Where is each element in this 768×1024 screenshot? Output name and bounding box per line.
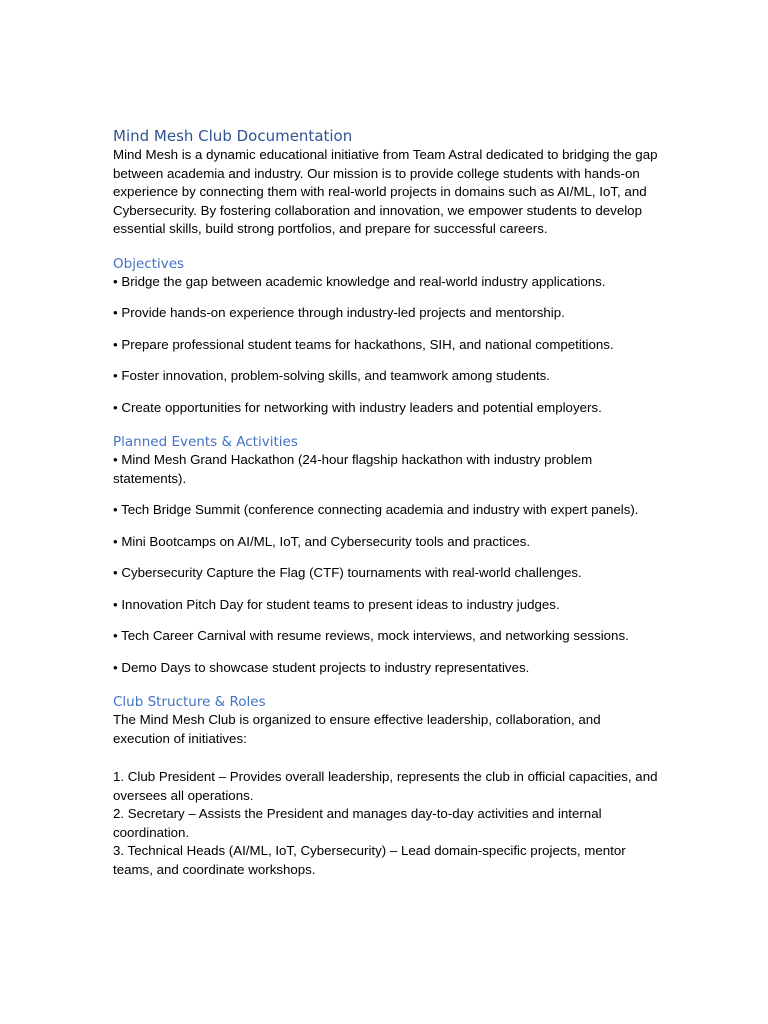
role-item: 2. Secretary – Assists the President and manages day-to-day activities and internal coordination. <box>113 806 602 840</box>
objectives-section <box>113 255 658 418</box>
events-list <box>113 451 658 677</box>
role-item: 3. Technical Heads (AI/ML, IoT, Cybersecurity) – Lead domain-specific projects, mentor teams, and coordinate workshops. <box>113 843 626 877</box>
events-heading: Planned Events & Activities <box>113 434 298 450</box>
structure-section <box>113 693 658 879</box>
event-item: • Cybersecurity Capture the Flag (CTF) tournaments with real-world challenges. <box>113 565 582 580</box>
event-item: • Mini Bootcamps on AI/ML, IoT, and Cybersecurity tools and practices. <box>113 533 531 549</box>
objectives-heading: Objectives <box>113 255 185 272</box>
event-item: • Tech Bridge Summit (conference connecting academia and industry with expert panels). <box>113 502 639 517</box>
objective-item: • Provide hands-on experience through industry-led projects and mentorship. <box>113 305 565 320</box>
event-item: • Innovation Pitch Day for student teams to present ideas to industry judges. <box>113 596 560 612</box>
document-title: Mind Mesh Club Documentation <box>113 127 353 145</box>
intro-paragraph: Mind Mesh is a dynamic educational initiative from Team Astral dedicated to bridging the gap between academia and industry. Our mission is to provide college students with hands-on experience by connecting them with real-world projects in domains such as AI/ML, IoT, and Cybersecurity. By fostering collaboration and innovation, we empower students to develop essential skills, build strong portfolios, and prepare for successful careers. <box>113 147 658 236</box>
role-item: 1. Club President – Provides overall leadership, represents the club in official capacities, and oversees all operations. <box>113 769 658 803</box>
events-section <box>113 433 658 677</box>
event-item: • Mind Mesh Grand Hackathon (24-hour flagship hackathon with industry problem statements). <box>113 452 593 486</box>
structure-heading: Club Structure & Roles <box>113 694 266 710</box>
structure-intro: The Mind Mesh Club is organized to ensure effective leadership, collaboration, and execution of initiatives: <box>113 712 601 746</box>
objective-item: • Foster innovation, problem-solving skills, and teamwork among students. <box>113 368 551 383</box>
objective-item: • Bridge the gap between academic knowledge and real-world industry applications. <box>113 273 606 289</box>
event-item: • Tech Career Carnival with resume reviews, mock interviews, and networking sessions. <box>113 628 629 643</box>
event-item: • Demo Days to showcase student projects to industry representatives. <box>113 659 530 675</box>
objective-item: • Prepare professional student teams for hackathons, SIH, and national competitions. <box>113 336 614 352</box>
objective-item: • Create opportunities for networking with industry leaders and potential employers. <box>113 399 602 415</box>
objectives-list <box>113 273 658 418</box>
roles-list <box>113 768 658 879</box>
